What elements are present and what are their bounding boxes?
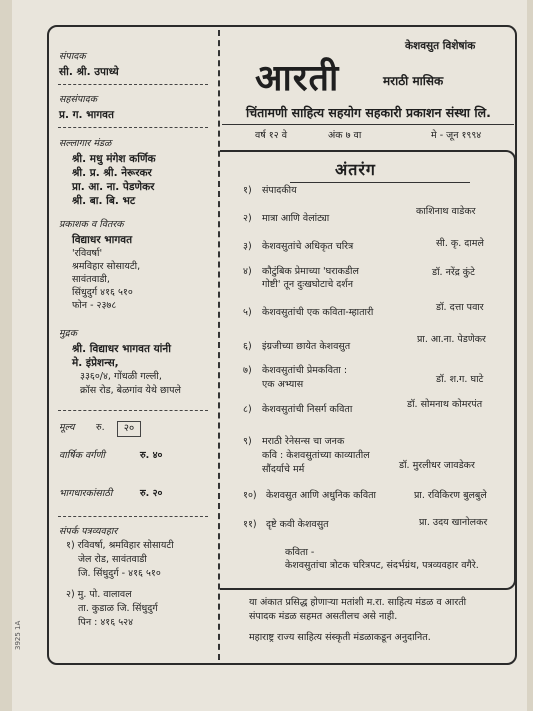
toc-item-number: ९) [243,436,252,447]
advisory-member: श्री. बा. बि. भट [72,195,136,207]
publisher-address-line: श्रमविहार सोसायटी, [72,261,141,272]
annual-value: रु. ४० [140,450,163,461]
publisher-address-line: सावंतवाडी, [72,274,110,285]
toc-item-number: ६) [243,341,252,352]
printer-label: मुद्रक [59,328,78,339]
printer-line: श्री. विद्याधर भागवत यांनी [72,343,171,355]
toc-item-author: डॉ. मुरलीधर जावडेकर [399,460,475,471]
issue-date: मे - जून १९९४ [431,130,482,141]
toc-item-title: एक अभ्यास [262,379,304,390]
contact-address-line: जि. सिंधुदुर्ग - ४१६ ५१० [78,568,161,579]
grant-note: महाराष्ट्र राज्य साहित्य संस्कृती मंडळाकडून अनुदानित. [249,632,431,643]
toc-item-number: ४) [243,266,252,277]
contact-address-line: पिन : ४१६ ५२४ [78,617,134,628]
contact-address-line: जेल रोड, सावंतवाडी [78,554,147,565]
price-prefix: रु. [96,422,105,433]
left-divider [58,84,208,85]
contact-address-line: २) मु. पो. वालावल [66,589,132,600]
toc-item-title: केशवसुतांची प्रेमकविता : [262,365,348,376]
publisher-label: प्रकाशक व वितरक [59,219,124,230]
toc-item-title: मात्रा आणि वेलांट्या [262,213,330,224]
toc-item-title: सौंदर्याचे मर्म [262,464,305,475]
left-divider [58,410,208,411]
left-divider [58,127,208,128]
margin-mark: 3925 1A [14,620,22,650]
toc-item-title: दृष्टे कवी केशवसुत [266,519,329,530]
advisory-member: श्री. प्र. श्री. नेरूरकर [72,167,152,179]
printer-address-line: ३३६०/४, गोंधळी गल्ली, [80,371,162,382]
kavita-label: कविता - [285,547,315,558]
toc-item-author: प्रा. आ.ना. पेडणेकर [417,334,486,345]
toc-item-author: डॉ. दत्ता पवार [436,302,484,313]
price-label: मूल्य [59,422,75,433]
share-value: रु. २० [140,488,163,499]
editor-name: सी. श्री. उपाध्ये [59,66,119,78]
advisory-member: श्री. मधु मंगेश कर्णिक [72,153,156,165]
editor-label: संपादक [59,51,86,62]
toc-item-title: केशवसुतांची निसर्ग कविता [262,404,353,415]
toc-item-author: सी. कृ. दामले [436,238,484,249]
toc-item-title: मराठी रेनेसन्स चा जनक [262,436,345,447]
magazine-title: आरती [255,57,340,99]
contact-address-line: १) रविवर्षा, श्रमविहार सोसायटी [66,540,174,551]
coeditor-name: प्र. ग. भागवत [59,109,115,121]
contact-label: संपर्क पत्रव्यवहार [59,526,118,537]
kavita-text: केशवसुतांचा त्रोटक चरित्रपट, संदर्भग्रंथ, पत्रव्यवहार वगैरे. [285,560,479,571]
toc-item-title: केशवसुतांची एक कविता-म्हातारी [262,307,374,318]
toc-item-title: कवि : केशवसुतांच्या काव्यातील [262,450,370,461]
issue-number: अंक ७ वा [328,130,362,141]
contact-address-line: ता. कुडाळ जि. सिंधुदुर्ग [78,603,158,614]
advisory-label: सल्लागार मंडळ [59,138,112,149]
toc-item-author: प्रा. उदय खानोलकर [419,517,488,528]
price-value: २० [117,421,141,437]
toc-item-title: इंग्रजीच्या छायेत केशवसुत [262,341,351,352]
publisher-phone: फोन - २३७८ [72,300,117,311]
toc-item-title: गोष्टी' तून दुःखघोटाचे दर्शन [262,279,354,290]
left-divider [58,516,208,517]
publisher-address-line: 'रविवर्षा' [72,248,103,259]
toc-item-number: १०) [243,490,257,501]
publisher-name: विद्याधर भागवत [72,234,133,246]
toc-item-number: ७) [243,365,252,376]
magazine-subtitle: मराठी मासिक [383,74,444,88]
coeditor-label: सहसंपादक [59,94,98,105]
advisory-member: प्रा. आ. ना. पेडणेकर [72,181,155,193]
publisher-line: चिंतामणी साहित्य सहयोग सहकारी प्रकाशन संस्था लि. [246,105,491,120]
toc-item-author: काशिनाथ वाडेकर [416,206,476,217]
publisher-address-line: सिंधुदुर्ग ४१६ ५१० [72,287,133,298]
toc-item-number: ११) [243,519,257,530]
toc-item-title: कौटुंबिक प्रेमाच्या 'घराकडील [262,266,359,277]
toc-item-number: ३) [243,241,252,252]
share-label: भागधारकांसाठी [59,488,113,499]
printer-line: मे. इंप्रेशन्स, [72,357,119,369]
toc-item-author: प्रा. रविकिरण बुलबुले [414,490,487,501]
header-rule [222,124,514,125]
contents-title: अंतरंग [335,160,376,179]
toc-item-title: केशवसुतांचे अधिकृत चरित्र [262,241,354,252]
toc-item-author: डॉ. श.ग. घाटे [436,374,484,385]
toc-item-number: १) [243,185,252,196]
special-issue-label: केशवसुत विशेषांक [405,40,476,52]
toc-item-title: केशवसुत आणि अधुनिक कविता [266,490,377,501]
toc-item-author: डॉ. नरेंद्र कुंटे [432,267,475,278]
toc-item-title: संपादकीय [262,185,297,196]
toc-item-author: डॉ. सोमनाथ कोमरपंत [407,399,483,410]
toc-item-number: ५) [243,307,252,318]
printer-address-line: क्रॉस रोड, बेळगांव येथे छापले [80,385,181,396]
disclaimer-line: या अंकात प्रसिद्ध होणाऱ्या मतांशी म.रा. साहित्य मंडळ व आरती [249,597,467,608]
issue-year: वर्ष १२ वे [255,130,287,141]
disclaimer-line: संपादक मंडळ सहमत असतीलच असे नाही. [249,611,398,622]
annual-label: वार्षिक वर्गणी [59,450,105,461]
toc-item-number: २) [243,213,252,224]
toc-item-number: ८) [243,404,252,415]
contents-underline [290,182,470,183]
